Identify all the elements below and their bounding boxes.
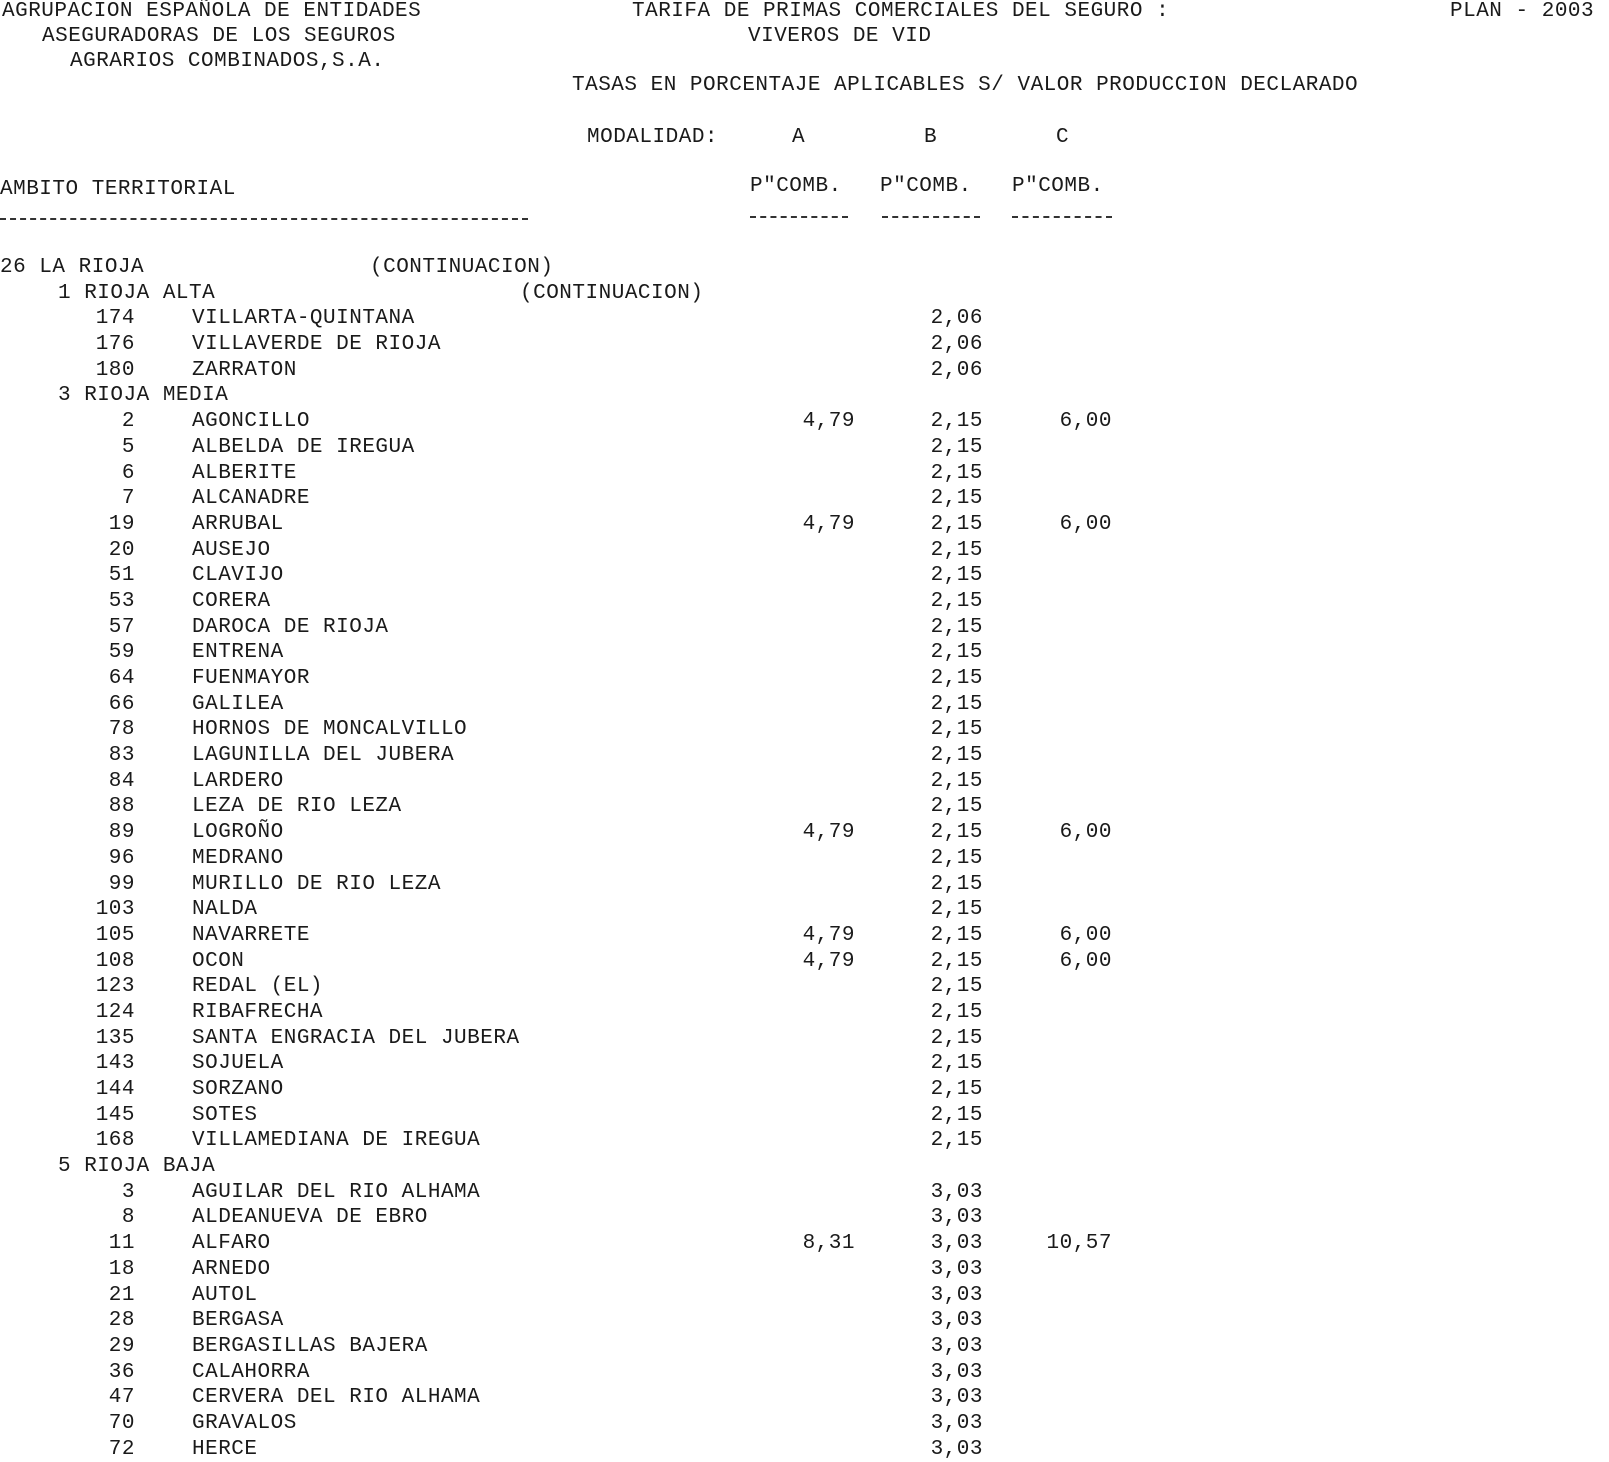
municipality-name: CALAHORRA	[192, 1360, 310, 1384]
municipality-name: BERGASILLAS BAJERA	[192, 1334, 428, 1358]
municipality-name: ENTRENA	[192, 641, 284, 665]
table-row	[0, 615, 1200, 641]
rate-modalidad-b: 2,15	[930, 795, 983, 819]
rate-modalidad-b: 2,15	[930, 435, 983, 459]
table-row	[0, 332, 1200, 358]
ambito-underline	[0, 218, 528, 220]
rate-modalidad-b: 2,15	[930, 641, 983, 665]
rate-modalidad-b: 2,15	[930, 512, 983, 536]
municipality-name: NAVARRETE	[192, 923, 310, 947]
municipality-code: 3	[121, 1180, 135, 1204]
table-row	[0, 897, 1200, 923]
municipality-name: GALILEA	[192, 692, 284, 716]
municipality-name: CERVERA DEL RIO ALHAMA	[192, 1386, 481, 1410]
municipality-code: 64	[108, 667, 135, 690]
table-row	[0, 923, 1200, 949]
municipality-code: 18	[108, 1257, 135, 1281]
municipality-name: VILLARTA-QUINTANA	[192, 307, 415, 331]
table-row	[0, 1231, 1200, 1257]
rate-modalidad-b: 2,15	[930, 1026, 983, 1050]
rate-modalidad-b: 3,03	[930, 1257, 983, 1281]
modalidad-label: MODALIDAD:	[587, 126, 719, 149]
province-row	[0, 255, 1200, 281]
table-row	[0, 1205, 1200, 1231]
table-row	[0, 1257, 1200, 1283]
table-row	[0, 1180, 1200, 1206]
municipality-name: NALDA	[192, 898, 258, 922]
table-row	[0, 743, 1200, 769]
municipality-code: 8	[121, 1206, 135, 1230]
comarca-label: 5 RIOJA BAJA	[58, 1155, 216, 1179]
rate-modalidad-b: 3,03	[930, 1386, 983, 1410]
municipality-code: 51	[108, 564, 135, 588]
rate-modalidad-b: 3,03	[930, 1437, 983, 1461]
municipality-name: LOGROÑO	[192, 821, 284, 845]
rate-modalidad-a: 4,79	[802, 410, 855, 434]
table-row	[0, 1128, 1200, 1154]
municipality-code: 29	[108, 1334, 135, 1358]
rate-modalidad-b: 2,15	[930, 615, 983, 639]
municipality-code: 2	[121, 410, 135, 434]
table-row	[0, 794, 1200, 820]
municipality-name: SANTA ENGRACIA DEL JUBERA	[192, 1026, 520, 1050]
comarca-label: 3 RIOJA MEDIA	[58, 384, 229, 408]
table-row	[0, 461, 1200, 487]
modalidad-a: A	[792, 126, 806, 149]
municipality-code: 78	[108, 718, 135, 742]
rate-modalidad-b: 2,15	[930, 846, 983, 870]
municipality-name: HERCE	[192, 1437, 258, 1461]
municipality-name: GRAVALOS	[192, 1411, 297, 1435]
table-row	[0, 1334, 1200, 1360]
municipality-name: MURILLO DE RIO LEZA	[192, 872, 441, 896]
table-row	[0, 1051, 1200, 1077]
table-row	[0, 306, 1200, 332]
municipality-code: 174	[95, 307, 135, 331]
rate-modalidad-b: 3,03	[930, 1206, 983, 1230]
rate-modalidad-b: 2,15	[930, 975, 983, 999]
municipality-code: 28	[108, 1309, 135, 1333]
municipality-name: LARDERO	[192, 769, 284, 793]
municipality-name: OCON	[192, 949, 245, 973]
table-row	[0, 1308, 1200, 1334]
province-continuation-note: (CONTINUACION)	[370, 256, 554, 279]
municipality-name: SOJUELA	[192, 1052, 284, 1076]
table-row	[0, 717, 1200, 743]
table-row	[0, 846, 1200, 872]
rate-modalidad-b: 2,15	[930, 744, 983, 768]
municipality-name: ARNEDO	[192, 1257, 271, 1281]
tariff-title: TARIFA DE PRIMAS COMERCIALES DEL SEGURO :	[632, 0, 1170, 23]
modalidad-c: C	[1056, 126, 1070, 149]
municipality-code: 53	[108, 589, 135, 613]
rate-modalidad-a: 4,79	[802, 821, 855, 845]
municipality-code: 57	[108, 615, 135, 639]
municipality-code: 47	[108, 1386, 135, 1410]
table-row	[0, 1437, 1200, 1462]
municipality-name: ALDEANUEVA DE EBRO	[192, 1206, 428, 1230]
rate-modalidad-b: 3,03	[930, 1232, 983, 1256]
municipality-code: 135	[95, 1026, 135, 1050]
table-row	[0, 640, 1200, 666]
rate-modalidad-b: 2,15	[930, 1103, 983, 1127]
province-label: 26 LA RIOJA	[0, 256, 145, 279]
municipality-code: 89	[108, 821, 135, 845]
rate-modalidad-b: 3,03	[930, 1360, 983, 1384]
rate-modalidad-c: 10,57	[1046, 1232, 1112, 1256]
municipality-name: ALBELDA DE IREGUA	[192, 435, 415, 459]
rate-modalidad-b: 2,15	[930, 667, 983, 690]
rate-modalidad-b: 2,15	[930, 769, 983, 793]
rate-modalidad-a: 4,79	[802, 512, 855, 536]
municipality-code: 176	[95, 333, 135, 357]
comarca-label: 1 RIOJA ALTA	[58, 281, 216, 305]
rate-modalidad-b: 2,15	[930, 949, 983, 973]
rate-modalidad-b: 2,15	[930, 898, 983, 922]
rate-modalidad-b: 3,03	[930, 1283, 983, 1307]
table-row	[0, 589, 1200, 615]
rate-modalidad-b: 2,15	[930, 538, 983, 562]
rate-modalidad-b: 2,15	[930, 821, 983, 845]
table-row	[0, 486, 1200, 512]
rate-modalidad-a: 8,31	[802, 1232, 855, 1256]
municipality-name: CLAVIJO	[192, 564, 284, 588]
municipality-name: VILLAMEDIANA DE IREGUA	[192, 1129, 481, 1153]
municipality-code: 103	[95, 898, 135, 922]
table-row	[0, 1411, 1200, 1437]
municipality-name: LEZA DE RIO LEZA	[192, 795, 402, 819]
rate-modalidad-b: 2,15	[930, 410, 983, 434]
comarca-row	[0, 281, 1200, 307]
table-row	[0, 563, 1200, 589]
ambito-territorial-header: AMBITO TERRITORIAL	[0, 178, 236, 201]
table-row	[0, 666, 1200, 692]
rate-modalidad-a: 4,79	[802, 949, 855, 973]
municipality-name: ALFARO	[192, 1232, 271, 1256]
rate-modalidad-c: 6,00	[1059, 821, 1112, 845]
org-name-line-1: AGRUPACION ESPAÑOLA DE ENTIDADES	[2, 0, 422, 23]
municipality-code: 99	[108, 872, 135, 896]
municipality-code: 96	[108, 846, 135, 870]
municipality-code: 21	[108, 1283, 135, 1307]
column-c-underline	[1012, 216, 1112, 218]
municipality-code: 66	[108, 692, 135, 716]
municipality-name: FUENMAYOR	[192, 667, 310, 690]
municipality-code: 124	[95, 1000, 135, 1024]
table-row	[0, 1000, 1200, 1026]
rates-subtitle: TASAS EN PORCENTAJE APLICABLES S/ VALOR PRODUCCION DECLARADO	[572, 74, 1359, 97]
municipality-name: AGUILAR DEL RIO ALHAMA	[192, 1180, 481, 1204]
municipality-name: AGONCILLO	[192, 410, 310, 434]
municipality-code: 7	[121, 487, 135, 511]
rate-modalidad-b: 3,03	[930, 1309, 983, 1333]
municipality-code: 72	[108, 1437, 135, 1461]
rate-modalidad-b: 2,15	[930, 872, 983, 896]
municipality-name: CORERA	[192, 589, 271, 613]
municipality-code: 144	[95, 1078, 135, 1101]
municipality-name: VILLAVERDE DE RIOJA	[192, 333, 441, 357]
municipality-code: 6	[121, 461, 135, 485]
municipality-code: 83	[108, 744, 135, 768]
municipality-code: 36	[108, 1360, 135, 1384]
rate-modalidad-b: 2,06	[930, 307, 983, 331]
rate-modalidad-b: 3,03	[930, 1180, 983, 1204]
rate-modalidad-a: 4,79	[802, 923, 855, 947]
municipality-code: 145	[95, 1103, 135, 1127]
municipality-name: REDAL (EL)	[192, 975, 324, 999]
municipality-name: ALBERITE	[192, 461, 297, 485]
rate-modalidad-b: 2,06	[930, 358, 983, 382]
municipality-code: 19	[108, 512, 135, 536]
rate-modalidad-b: 2,15	[930, 1052, 983, 1076]
comarca-row	[0, 383, 1200, 409]
rate-modalidad-b: 2,15	[930, 487, 983, 511]
rate-modalidad-b: 2,15	[930, 1078, 983, 1101]
table-row	[0, 769, 1200, 795]
rate-modalidad-b: 3,03	[930, 1411, 983, 1435]
municipality-name: DAROCA DE RIOJA	[192, 615, 389, 639]
rate-modalidad-b: 2,06	[930, 333, 983, 357]
table-row	[0, 1283, 1200, 1309]
municipality-name: SORZANO	[192, 1078, 284, 1101]
rate-modalidad-c: 6,00	[1059, 923, 1112, 947]
rate-modalidad-b: 2,15	[930, 1129, 983, 1153]
municipality-name: RIBAFRECHA	[192, 1000, 324, 1024]
municipality-code: 84	[108, 769, 135, 793]
comarca-continuation-note: (CONTINUACION)	[520, 281, 704, 305]
table-row	[0, 692, 1200, 718]
municipality-code: 168	[95, 1129, 135, 1153]
column-header-c: P"COMB.	[1012, 175, 1104, 198]
rate-modalidad-b: 2,15	[930, 1000, 983, 1024]
column-b-underline	[882, 216, 980, 218]
municipality-code: 70	[108, 1411, 135, 1435]
municipality-name: HORNOS DE MONCALVILLO	[192, 718, 468, 742]
rate-modalidad-b: 3,03	[930, 1334, 983, 1358]
rate-modalidad-c: 6,00	[1059, 410, 1112, 434]
municipality-code: 180	[95, 358, 135, 382]
municipality-name: LAGUNILLA DEL JUBERA	[192, 744, 455, 768]
table-row	[0, 872, 1200, 898]
municipality-name: SOTES	[192, 1103, 258, 1127]
municipality-code: 143	[95, 1052, 135, 1076]
column-header-b: P"COMB.	[880, 175, 972, 198]
tariff-table-body	[0, 255, 1200, 1462]
modalidad-b: B	[924, 126, 938, 149]
rate-modalidad-b: 2,15	[930, 564, 983, 588]
rate-modalidad-c: 6,00	[1059, 512, 1112, 536]
table-row	[0, 512, 1200, 538]
column-a-underline	[750, 216, 848, 218]
table-row	[0, 1077, 1200, 1103]
rate-modalidad-b: 2,15	[930, 692, 983, 716]
municipality-name: AUTOL	[192, 1283, 258, 1307]
insurance-name: VIVEROS DE VID	[748, 25, 932, 48]
rate-modalidad-b: 2,15	[930, 589, 983, 613]
municipality-code: 11	[108, 1232, 135, 1256]
table-row	[0, 435, 1200, 461]
municipality-code: 108	[95, 949, 135, 973]
table-row	[0, 538, 1200, 564]
rate-modalidad-b: 2,15	[930, 718, 983, 742]
org-name-line-3: AGRARIOS COMBINADOS,S.A.	[70, 50, 385, 73]
table-row	[0, 358, 1200, 384]
municipality-code: 59	[108, 641, 135, 665]
plan-year: PLAN - 2003	[1450, 0, 1595, 23]
rate-modalidad-c: 6,00	[1059, 949, 1112, 973]
municipality-code: 20	[108, 538, 135, 562]
rate-modalidad-b: 2,15	[930, 923, 983, 947]
table-row	[0, 949, 1200, 975]
column-header-a: P"COMB.	[750, 175, 842, 198]
municipality-name: ARRUBAL	[192, 512, 284, 536]
municipality-code: 105	[95, 923, 135, 947]
municipality-name: MEDRANO	[192, 846, 284, 870]
municipality-name: BERGASA	[192, 1309, 284, 1333]
table-row	[0, 820, 1200, 846]
comarca-row	[0, 1154, 1200, 1180]
table-row	[0, 1103, 1200, 1129]
table-row	[0, 974, 1200, 1000]
org-name-line-2: ASEGURADORAS DE LOS SEGUROS	[42, 25, 396, 48]
municipality-code: 5	[121, 435, 135, 459]
table-row	[0, 1385, 1200, 1411]
table-row	[0, 1026, 1200, 1052]
municipality-name: ALCANADRE	[192, 487, 310, 511]
municipality-code: 88	[108, 795, 135, 819]
rate-modalidad-b: 2,15	[930, 461, 983, 485]
municipality-name: AUSEJO	[192, 538, 271, 562]
table-row	[0, 1360, 1200, 1386]
municipality-name: ZARRATON	[192, 358, 297, 382]
table-row	[0, 409, 1200, 435]
municipality-code: 123	[95, 975, 135, 999]
